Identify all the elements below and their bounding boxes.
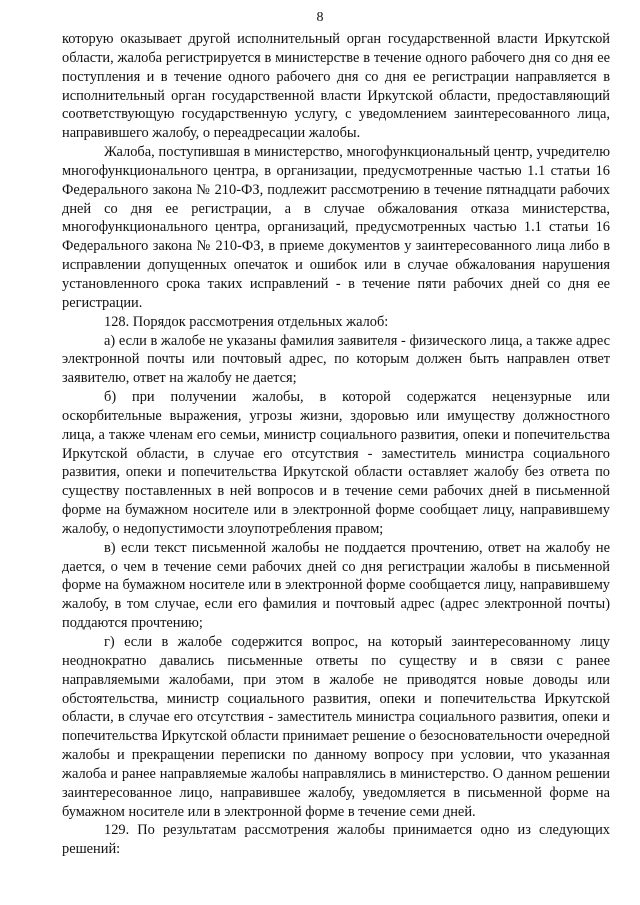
paragraph-129: 129. По результатам рассмотрения жалобы принимается одно из следующих решений: [62,822,610,858]
paragraph-128-heading: 128. Порядок рассмотрения отдельных жалоб: [104,313,389,330]
paragraph-continuation: которую оказывает другой исполнительный орган государственной власти Иркутской области, жалоба регистрируется в министерстве в течение одного рабочего дня со дня ее поступления и в течение одного рабочего дня со дня ее регистрации направляется в исполнительный орган государственной власти Иркутской области, предоставляющий соответствующую государственную услугу, с уведомлением заинтересованного лица, направившего жалобу, о переадресации жалобы. [62,31,610,142]
paragraph-128-a: а) если в жалобе не указаны фамилия заявителя - физического лица, а также адрес электронной почты или почтовый адрес, по которым должен быть направлен ответ заявителю, ответ на жалобу не дается; [62,332,610,387]
page-number: 8 [316,10,324,25]
paragraph-128-g: г) если в жалобе содержится вопрос, на который заинтересованному лицу неоднократно давались письменные ответы по существу и в связи с ранее направляемыми жалобами, при этом в жалобе не приводятся новые доводы или обстоятельства, министр социального развития, опеки и попечительства Иркутской области, в случае его отсутствия - заместитель министра социального развития, опеки и попечительства Иркутской области принимает решение о безосновательности очередной жалобы и прекращении переписки по данному вопросу при условии, что указанная жалоба и ранее направляемые жалобы направлялись в министерство. О данном решении заинтересованное лицо, направившее жалобу, уведомляется в письменной форме на бумажном носителе или в электронной форме в течение семи дней. [62,634,610,820]
paragraph-128-b: б) при получении жалобы, в которой содержатся нецензурные или оскорбительные выражения, угрозы жизни, здоровью или имуществу должностного лица, а также членам его семьи, министр социального развития, опеки и попечительства Иркутской области, в случае его отсутствия - заместитель министра социального развития, опеки и попечительства Иркутской области оставляет жалобу без ответа по существу поставленных в ней вопросов и в течение семи рабочих дней в письменной форме на бумажном носителе или в электронной форме сообщает лицу, направившему жалобу, о недопустимости злоупотребления правом; [62,389,610,537]
document-body [62,30,610,859]
paragraph-128-v: в) если текст письменной жалобы не поддается прочтению, ответ на жалобу не дается, о чем в течение семи рабочих дней со дня регистрации жалобы в письменной форме на бумажном носителе или в электронной форме сообщается лицу, направившему жалобу, в том случае, если его фамилия и почтовый адрес (адрес электронной почты) поддаются прочтению; [62,539,610,632]
paragraph-complaint-review-terms: Жалоба, поступившая в министерство, многофункциональный центр, учредителю многофункционального центра, в организации, предусмотренные частью 1.1 статьи 16 Федерального закона № 210-ФЗ, подлежит рассмотрению в течение пятнадцати рабочих дней со дня ее регистрации, а в случае обжалования отказа министерства, многофункционального центра, организаций, предусмотренных частью 1.1 статьи 16 Федерального закона № 210-ФЗ, в приеме документов у заинтересованного лица либо в исправлении допущенных опечаток и ошибок или в случае обжалования нарушения установленного срока таких исправлений - в течение пяти рабочих дней со дня ее регистрации. [62,144,610,311]
